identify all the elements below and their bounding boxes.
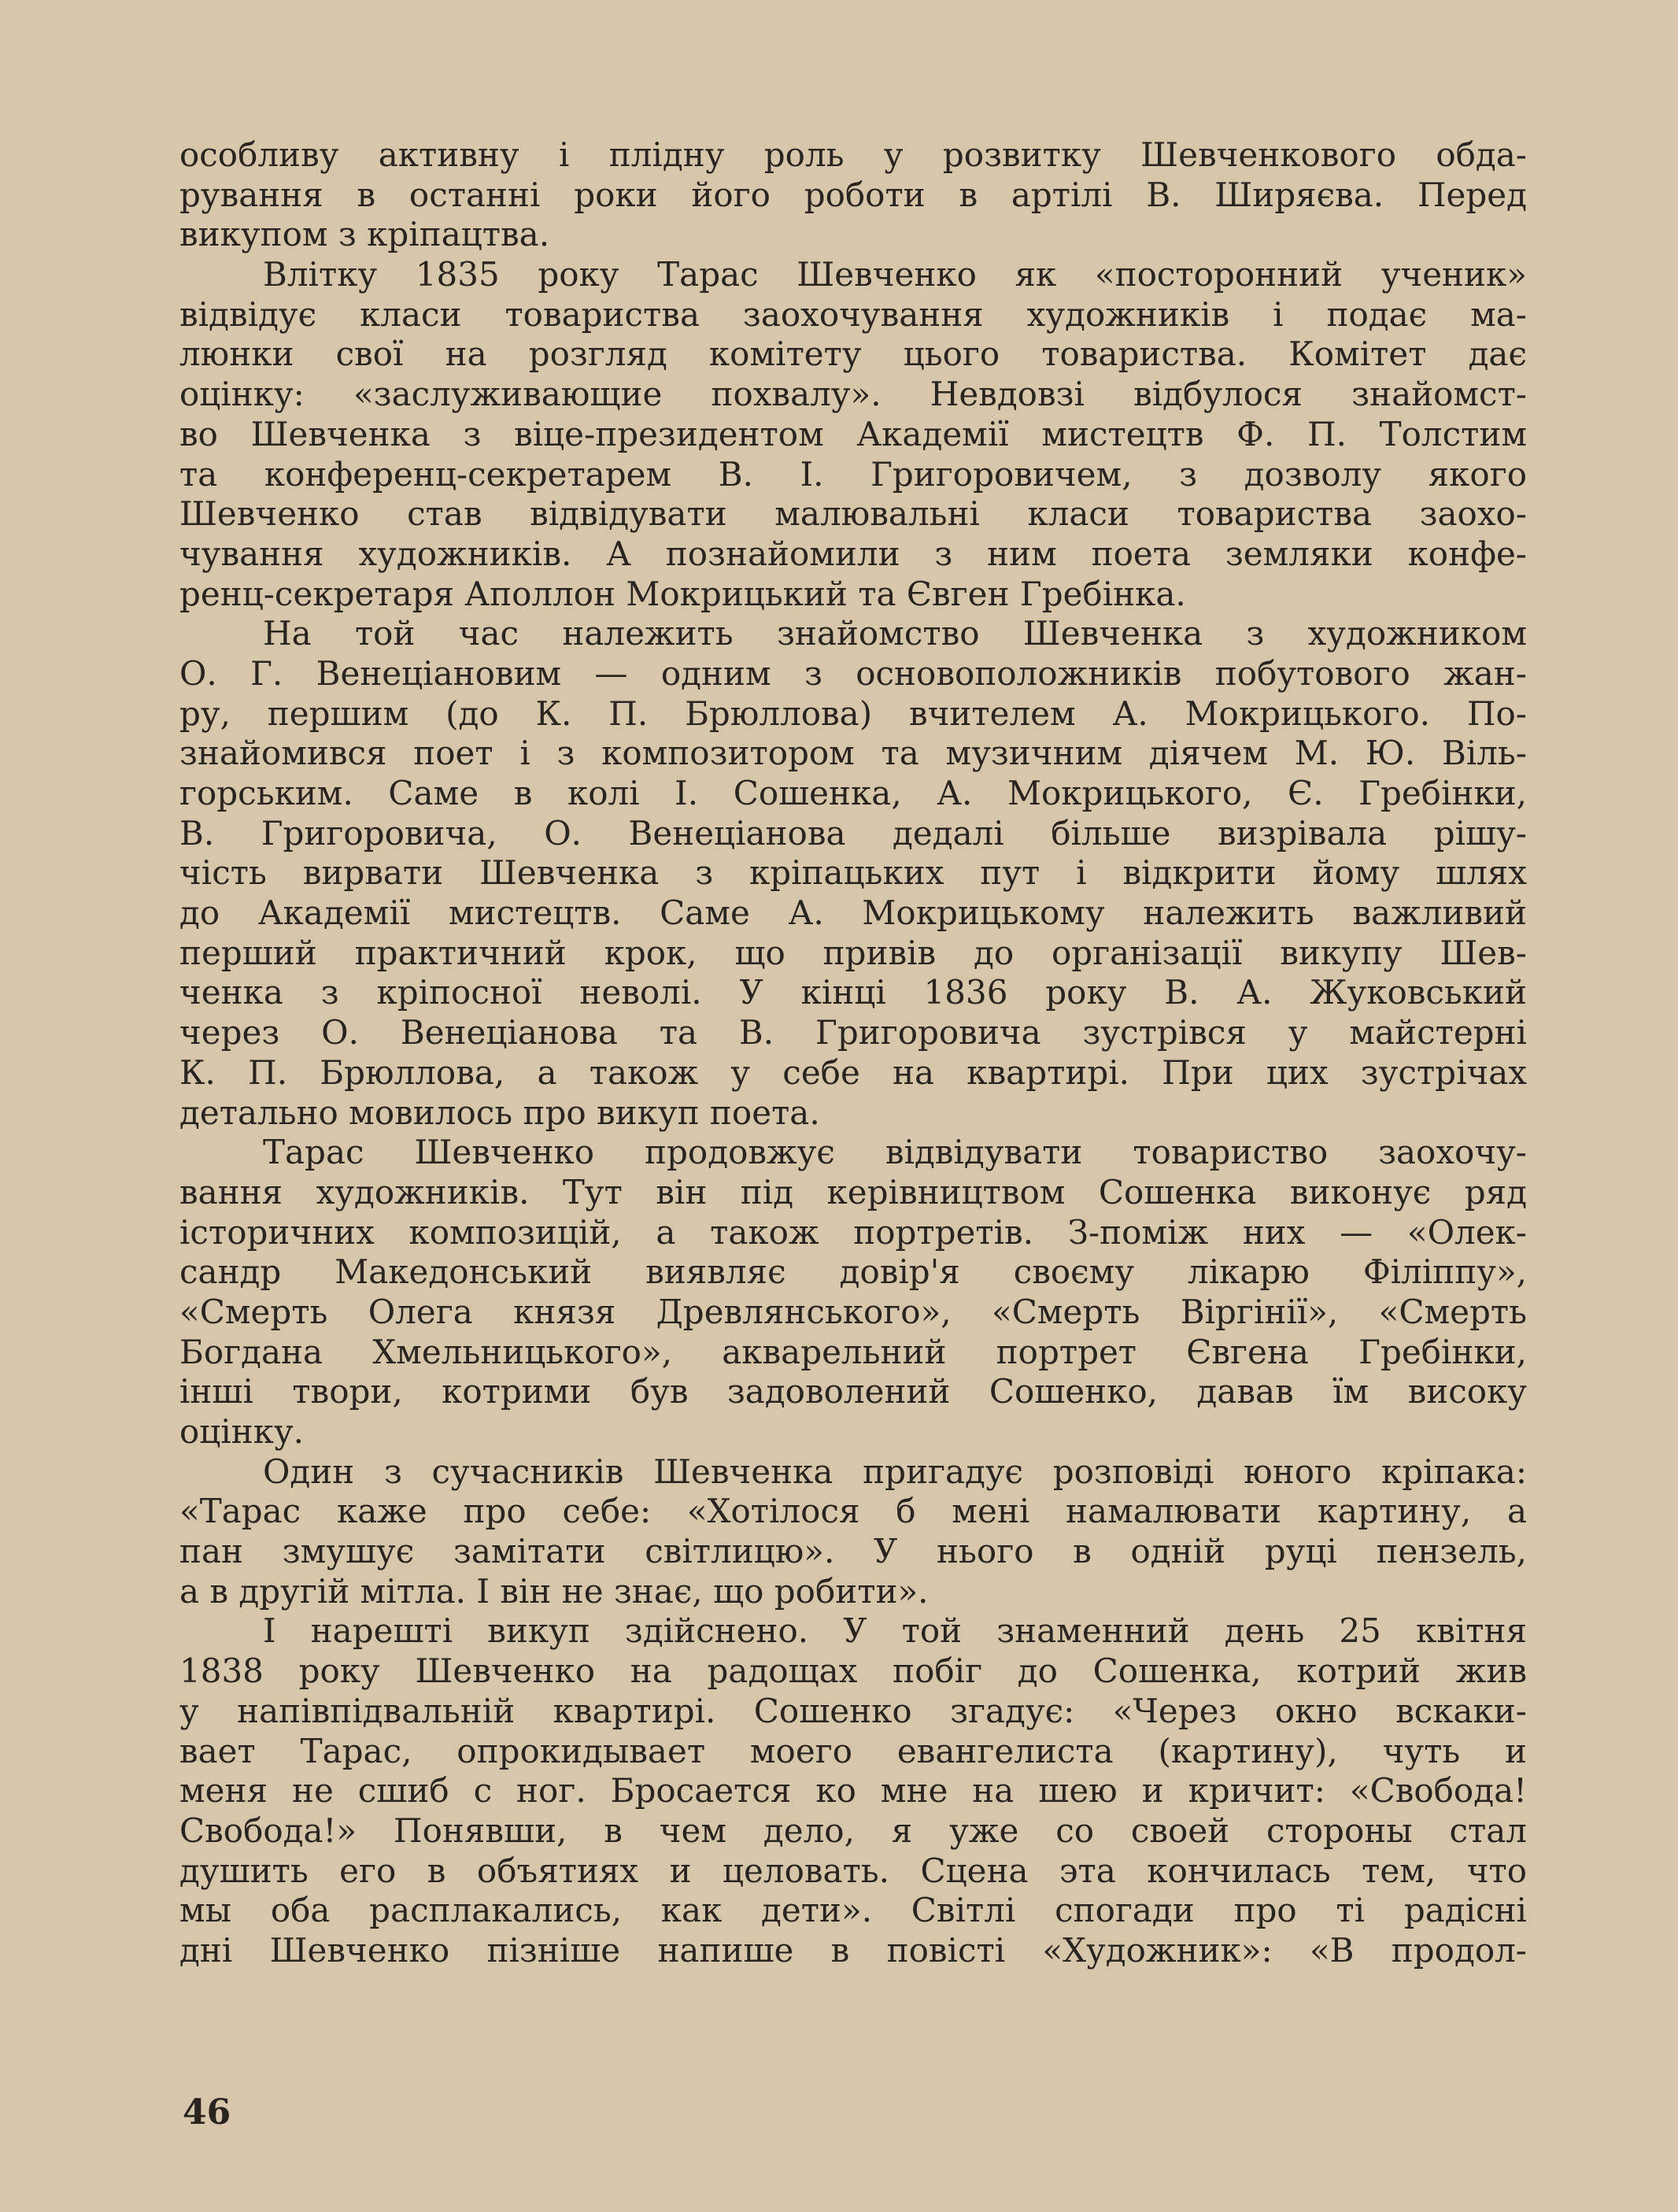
- text-line: Влітку 1835 року Тарас Шевченко як «посторонний ученик»: [263, 255, 1527, 294]
- text-line: во Шевченка з віце-президентом Академії мистецтв Ф. П. Толстим: [179, 414, 1527, 453]
- text-line: ру, першим (до К. П. Брюллова) вчителем А. Мокрицького. По-: [179, 694, 1527, 733]
- text-line: Шевченко став відвідувати малювальні класи товариства заохо-: [179, 494, 1527, 534]
- text-line: 1838 року Шевченко на радощах побіг до Сошенка, котрий жив: [179, 1652, 1527, 1691]
- text-line: до Академії мистецтв. Саме А. Мокрицькому належить важливий: [179, 893, 1527, 933]
- text-line: В. Григоровича, О. Венеціанова дедалі більше визрівала рішу-: [179, 813, 1527, 853]
- text-line: ренц-секретаря Аполлон Мокрицький та Євген Гребінка.: [179, 574, 1186, 613]
- text-line: Свобода!» Понявши, в чем дело, я уже со своей стороны стал: [179, 1811, 1527, 1850]
- text-line: сандр Македонський виявляє довір'я своєму лікарю Філіппу»,: [179, 1252, 1527, 1292]
- text-line: О. Г. Венеціановим — одним з основоположників побутового жан-: [179, 653, 1527, 693]
- text-line: мы оба расплакались, как дети». Світлі спогади про ті радісні: [179, 1891, 1527, 1930]
- text-line: вает Тарас, опрокидывает моего евангелиста (картину), чуть и: [179, 1731, 1527, 1770]
- text-line: душить его в объятиях и целовать. Сцена эта кончилась тем, что: [179, 1851, 1527, 1890]
- text-line: горським. Саме в колі І. Сошенка, А. Мокрицького, Є. Гребінки,: [179, 774, 1527, 812]
- text-line: «Смерть Олега князя Древлянського», «Смерть Віргінії», «Смерть: [179, 1292, 1527, 1331]
- text-line: К. П. Брюллова, а також у себе на квартирі. При цих зустрічах: [179, 1052, 1527, 1092]
- text-line: оцінку.: [179, 1412, 305, 1451]
- text-line: меня не сшиб с ног. Бросается ко мне на шею и кричит: «Свобода!: [179, 1771, 1527, 1811]
- text-line: «Тарас каже про себе: «Хотілося б мені намалювати картину, а: [179, 1492, 1527, 1531]
- text-line: чування художників. А познайомили з ним поета земляки конфе-: [179, 534, 1527, 573]
- text-line: у напівпідвальній квартирі. Сошенко згадує: «Через окно вскаки-: [179, 1691, 1527, 1730]
- text-line: дні Шевченко пізніше напише в повісті «Художник»: «В продол-: [179, 1930, 1527, 1970]
- text-line: чість вирвати Шевченка з кріпацьких пут і відкрити йому шлях: [179, 853, 1527, 893]
- text-line: викупом з кріпацтва.: [179, 215, 550, 254]
- text-line: детально мовилось про викуп поета.: [179, 1093, 820, 1132]
- text-line: пан змушує замітати світлицю». У нього в одній руці пензель,: [179, 1532, 1527, 1571]
- text-line: люнки свої на розгляд комітету цього товариства. Комітет дає: [179, 335, 1527, 374]
- text-line: На той час належить знайомство Шевченка з художником: [263, 614, 1527, 653]
- text-line: І нарешті викуп здійснено. У той знаменний день 25 квітня: [263, 1611, 1527, 1651]
- text-line: Один з сучасників Шевченка пригадує розповіді юного кріпака:: [263, 1452, 1527, 1491]
- text-line: Тарас Шевченко продовжує відвідувати товариство заохочу-: [263, 1133, 1527, 1172]
- page-number: 46: [183, 2092, 231, 2132]
- text-line: а в другій мітла. І він не знає, що робити».: [179, 1571, 929, 1611]
- text-line: ченка з кріпосної неволі. У кінці 1836 року В. А. Жуковський: [179, 973, 1527, 1012]
- text-line: історичних композицій, а також портретів. З-поміж них — «Олек-: [179, 1212, 1527, 1252]
- text-line: інші твори, котрими був задоволений Сошенко, давав їм високу: [179, 1372, 1527, 1411]
- text-line: вання художників. Тут він під керівництвом Сошенка виконує ряд: [179, 1172, 1527, 1211]
- text-line: Богдана Хмельницького», акварельний портрет Євгена Гребінки,: [179, 1332, 1527, 1371]
- text-line: знайомився поет і з композитором та музичним діячем М. Ю. Віль-: [179, 734, 1527, 773]
- text-line: через О. Венеціанова та В. Григоровича зустрівся у майстерні: [179, 1013, 1527, 1052]
- text-line: перший практичний крок, що привів до організації викупу Шев-: [179, 933, 1527, 972]
- text-line: оцінку: «заслуживающие похвалу». Невдовзі відбулося знайомст-: [179, 375, 1527, 414]
- text-line: та конференц-секретарем В. І. Григоровичем, з дозволу якого: [179, 454, 1527, 494]
- text-line: відвідує класи товариства заохочування художників і подає ма-: [179, 294, 1527, 334]
- text-line: рування в останні роки його роботи в артілі В. Ширяєва. Перед: [179, 175, 1527, 214]
- body-text: [179, 135, 1527, 1971]
- text-line: особливу активну і плідну роль у розвитку Шевченкового обда-: [179, 135, 1527, 174]
